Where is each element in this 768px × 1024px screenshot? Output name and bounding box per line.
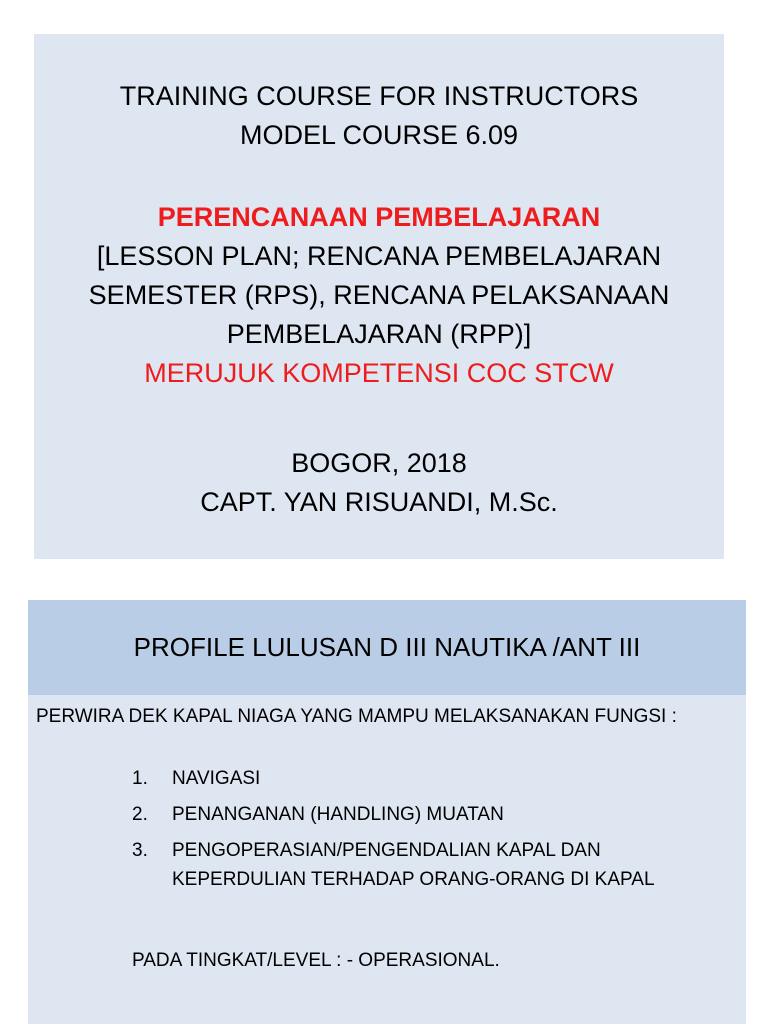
author-block: [34, 444, 724, 522]
place-year: BOGOR, 2018: [291, 448, 467, 478]
profile-header: PROFILE LULUSAN D III NAUTIKA /ANT III: [28, 600, 746, 695]
profile-intro: PERWIRA DEK KAPAL NIAGA YANG MAMPU MELAKSANAKAN FUNGSI :: [36, 706, 677, 727]
topic-desc-line-3: PEMBELAJARAN (RPP)]: [226, 319, 532, 349]
list-item: [132, 764, 732, 793]
list-text: PENANGANAN (HANDLING) MUATAN: [172, 804, 504, 825]
list-number: 2.: [132, 804, 148, 825]
topic-desc-line-2: SEMESTER (RPS), RENCANA PELAKSANAAN: [88, 280, 670, 310]
topic-block: [34, 198, 724, 393]
list-item: [132, 800, 732, 829]
function-list: [132, 764, 732, 901]
list-text: NAVIGASI: [172, 768, 261, 789]
list-item: [132, 836, 732, 894]
competency-reference: MERUJUK KOMPETENSI COC STCW: [144, 358, 614, 388]
slide-profile: [28, 600, 746, 1024]
course-title: TRAINING COURSE FOR INSTRUCTORS: [119, 81, 639, 111]
slide-title: [34, 34, 724, 559]
level-text: PADA TINGKAT/LEVEL : - OPERASIONAL.: [132, 950, 500, 971]
list-number: 3.: [132, 840, 148, 861]
model-course: MODEL COURSE 6.09: [239, 120, 519, 150]
topic-heading: PERENCANAAN PEMBELAJARAN: [157, 202, 601, 232]
course-title-block: [34, 77, 724, 155]
topic-desc-line-1: [LESSON PLAN; RENCANA PEMBELAJARAN: [96, 241, 662, 271]
list-text: PENGOPERASIAN/PENGENDALIAN KAPAL DAN KEPERDULIAN TERHADAP ORANG-ORANG DI KAPAL: [172, 840, 655, 890]
author-name: CAPT. YAN RISUANDI, M.Sc.: [200, 487, 558, 517]
list-number: 1.: [132, 768, 148, 789]
